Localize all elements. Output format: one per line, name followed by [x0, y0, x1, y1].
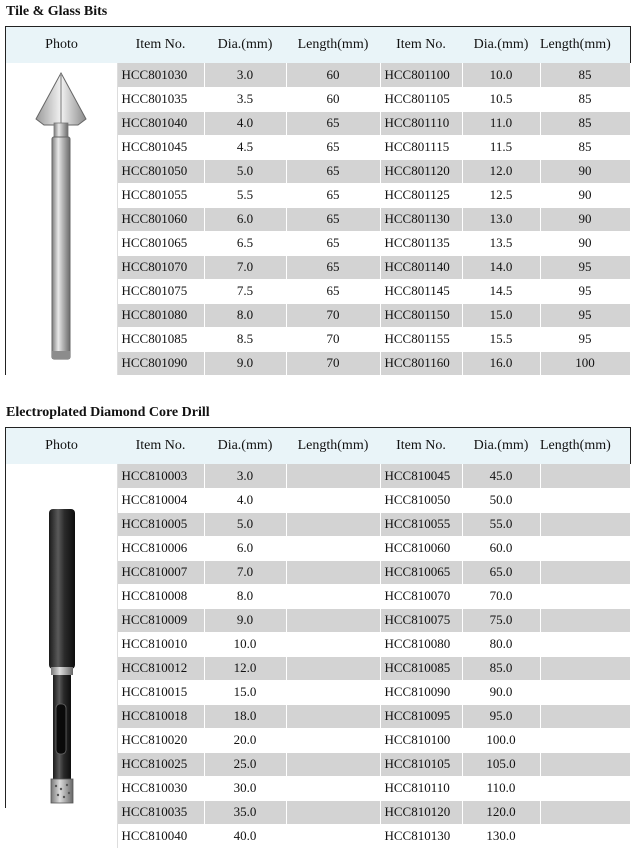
length-cell: 60 [286, 63, 380, 87]
item-no-cell: HCC810020 [117, 728, 204, 752]
header-length-2: Length(mm) [540, 428, 630, 464]
item-no-cell: HCC801120 [380, 159, 462, 183]
dia-cell: 12.0 [462, 159, 540, 183]
dia-cell: 3.5 [204, 87, 286, 111]
length-cell [540, 632, 630, 656]
dia-cell: 25.0 [204, 752, 286, 776]
dia-cell: 40.0 [204, 824, 286, 848]
header-length: Length(mm) [286, 27, 380, 63]
dia-cell: 50.0 [462, 488, 540, 512]
length-cell [286, 728, 380, 752]
item-no-cell: HCC810040 [117, 824, 204, 848]
length-cell: 95 [540, 279, 630, 303]
length-cell: 65 [286, 207, 380, 231]
length-cell [286, 680, 380, 704]
length-cell: 90 [540, 231, 630, 255]
dia-cell: 105.0 [462, 752, 540, 776]
item-no-cell: HCC810005 [117, 512, 204, 536]
dia-cell: 45.0 [462, 464, 540, 488]
length-cell [540, 584, 630, 608]
length-cell: 65 [286, 159, 380, 183]
item-no-cell: HCC810025 [117, 752, 204, 776]
item-no-cell: HCC801055 [117, 183, 204, 207]
dia-cell: 14.0 [462, 255, 540, 279]
length-cell: 70 [286, 303, 380, 327]
item-no-cell: HCC810090 [380, 680, 462, 704]
dia-cell: 11.5 [462, 135, 540, 159]
length-cell: 65 [286, 255, 380, 279]
dia-cell: 100.0 [462, 728, 540, 752]
dia-cell: 15.0 [204, 680, 286, 704]
length-cell [540, 704, 630, 728]
table-row [6, 63, 630, 87]
dia-cell: 18.0 [204, 704, 286, 728]
length-cell [540, 512, 630, 536]
dia-cell: 7.5 [204, 279, 286, 303]
dia-cell: 80.0 [462, 632, 540, 656]
header-dia: Dia.(mm) [204, 27, 286, 63]
length-cell [286, 776, 380, 800]
item-no-cell: HCC810105 [380, 752, 462, 776]
dia-cell: 5.0 [204, 159, 286, 183]
length-cell [540, 728, 630, 752]
length-cell [286, 488, 380, 512]
item-no-cell: HCC810018 [117, 704, 204, 728]
length-cell [540, 680, 630, 704]
item-no-cell: HCC801070 [117, 255, 204, 279]
length-cell: 95 [540, 303, 630, 327]
dia-cell: 6.5 [204, 231, 286, 255]
dia-cell: 12.0 [204, 656, 286, 680]
dia-cell: 35.0 [204, 800, 286, 824]
item-no-cell: HCC810080 [380, 632, 462, 656]
dia-cell: 60.0 [462, 536, 540, 560]
header-length: Length(mm) [286, 428, 380, 464]
dia-cell: 120.0 [462, 800, 540, 824]
item-no-cell: HCC810100 [380, 728, 462, 752]
item-no-cell: HCC801030 [117, 63, 204, 87]
item-no-cell: HCC810009 [117, 608, 204, 632]
item-no-cell: HCC810010 [117, 632, 204, 656]
item-no-cell: HCC801150 [380, 303, 462, 327]
dia-cell: 4.0 [204, 111, 286, 135]
header-item-no: Item No. [117, 27, 204, 63]
item-no-cell: HCC810065 [380, 560, 462, 584]
length-cell: 95 [540, 327, 630, 351]
dia-cell: 55.0 [462, 512, 540, 536]
dia-cell: 30.0 [204, 776, 286, 800]
length-cell [540, 776, 630, 800]
item-no-cell: HCC810004 [117, 488, 204, 512]
item-no-cell: HCC810130 [380, 824, 462, 848]
photo-cell [6, 63, 117, 375]
item-no-cell: HCC801105 [380, 87, 462, 111]
dia-cell: 13.5 [462, 231, 540, 255]
length-cell [286, 632, 380, 656]
dia-cell: 5.0 [204, 512, 286, 536]
length-cell: 100 [540, 351, 630, 375]
header-photo: Photo [6, 27, 117, 63]
item-no-cell: HCC801140 [380, 255, 462, 279]
item-no-cell: HCC810035 [117, 800, 204, 824]
length-cell: 85 [540, 87, 630, 111]
dia-cell: 3.0 [204, 63, 286, 87]
dia-cell: 7.0 [204, 255, 286, 279]
core-drill-table [5, 427, 631, 843]
table-row [6, 464, 630, 488]
dia-cell: 70.0 [462, 584, 540, 608]
dia-cell: 14.5 [462, 279, 540, 303]
length-cell [286, 464, 380, 488]
item-no-cell: HCC801160 [380, 351, 462, 375]
item-no-cell: HCC801035 [117, 87, 204, 111]
item-no-cell: HCC810006 [117, 536, 204, 560]
item-no-cell: HCC801080 [117, 303, 204, 327]
section-title-core-drill: Electroplated Diamond Core Drill [6, 405, 210, 420]
dia-cell: 85.0 [462, 656, 540, 680]
dia-cell: 7.0 [204, 560, 286, 584]
length-cell: 85 [540, 111, 630, 135]
item-no-cell: HCC801090 [117, 351, 204, 375]
length-cell [540, 536, 630, 560]
length-cell: 90 [540, 207, 630, 231]
dia-cell: 10.0 [462, 63, 540, 87]
item-no-cell: HCC801100 [380, 63, 462, 87]
length-cell [286, 800, 380, 824]
length-cell [286, 536, 380, 560]
length-cell [286, 656, 380, 680]
item-no-cell: HCC801045 [117, 135, 204, 159]
length-cell: 70 [286, 327, 380, 351]
dia-cell: 8.0 [204, 303, 286, 327]
length-cell: 65 [286, 279, 380, 303]
item-no-cell: HCC801110 [380, 111, 462, 135]
length-cell: 65 [286, 231, 380, 255]
length-cell: 65 [286, 135, 380, 159]
length-cell: 90 [540, 159, 630, 183]
item-no-cell: HCC810070 [380, 584, 462, 608]
dia-cell: 90.0 [462, 680, 540, 704]
item-no-cell: HCC810085 [380, 656, 462, 680]
dia-cell: 75.0 [462, 608, 540, 632]
dia-cell: 15.5 [462, 327, 540, 351]
core-drill-image [16, 489, 106, 819]
item-no-cell: HCC810110 [380, 776, 462, 800]
dia-cell: 6.0 [204, 207, 286, 231]
dia-cell: 8.5 [204, 327, 286, 351]
length-cell: 95 [540, 255, 630, 279]
header-item-no-2: Item No. [380, 27, 462, 63]
item-no-cell: HCC810095 [380, 704, 462, 728]
header-item-no: Item No. [117, 428, 204, 464]
item-no-cell: HCC801040 [117, 111, 204, 135]
dia-cell: 95.0 [462, 704, 540, 728]
item-no-cell: HCC801115 [380, 135, 462, 159]
dia-cell: 12.5 [462, 183, 540, 207]
length-cell [286, 608, 380, 632]
item-no-cell: HCC801135 [380, 231, 462, 255]
header-item-no-2: Item No. [380, 428, 462, 464]
item-no-cell: HCC810120 [380, 800, 462, 824]
item-no-cell: HCC801075 [117, 279, 204, 303]
item-no-cell: HCC810008 [117, 584, 204, 608]
length-cell [540, 608, 630, 632]
dia-cell: 110.0 [462, 776, 540, 800]
length-cell: 65 [286, 183, 380, 207]
item-no-cell: HCC810030 [117, 776, 204, 800]
length-cell [540, 752, 630, 776]
dia-cell: 4.0 [204, 488, 286, 512]
length-cell [540, 560, 630, 584]
length-cell [540, 488, 630, 512]
dia-cell: 15.0 [462, 303, 540, 327]
item-no-cell: HCC801130 [380, 207, 462, 231]
header-length-2: Length(mm) [540, 27, 630, 63]
length-cell: 90 [540, 183, 630, 207]
item-no-cell: HCC810007 [117, 560, 204, 584]
header-dia: Dia.(mm) [204, 428, 286, 464]
item-no-cell: HCC810003 [117, 464, 204, 488]
header-dia-2: Dia.(mm) [462, 428, 540, 464]
item-no-cell: HCC810075 [380, 608, 462, 632]
length-cell [540, 800, 630, 824]
length-cell: 65 [286, 111, 380, 135]
item-no-cell: HCC801125 [380, 183, 462, 207]
length-cell [286, 824, 380, 848]
header-photo: Photo [6, 428, 117, 464]
length-cell [286, 752, 380, 776]
length-cell [286, 512, 380, 536]
item-no-cell: HCC810045 [380, 464, 462, 488]
dia-cell: 11.0 [462, 111, 540, 135]
dia-cell: 6.0 [204, 536, 286, 560]
length-cell: 70 [286, 351, 380, 375]
length-cell [540, 824, 630, 848]
dia-cell: 4.5 [204, 135, 286, 159]
item-no-cell: HCC801065 [117, 231, 204, 255]
item-no-cell: HCC801155 [380, 327, 462, 351]
tile-glass-bit-image [16, 67, 106, 367]
length-cell: 60 [286, 87, 380, 111]
item-no-cell: HCC810060 [380, 536, 462, 560]
length-cell: 85 [540, 135, 630, 159]
length-cell [286, 704, 380, 728]
length-cell: 85 [540, 63, 630, 87]
item-no-cell: HCC801050 [117, 159, 204, 183]
dia-cell: 5.5 [204, 183, 286, 207]
photo-cell [6, 464, 117, 848]
item-no-cell: HCC810055 [380, 512, 462, 536]
length-cell [286, 584, 380, 608]
item-no-cell: HCC810015 [117, 680, 204, 704]
dia-cell: 8.0 [204, 584, 286, 608]
dia-cell: 10.0 [204, 632, 286, 656]
dia-cell: 9.0 [204, 608, 286, 632]
length-cell [286, 560, 380, 584]
item-no-cell: HCC810012 [117, 656, 204, 680]
length-cell [540, 656, 630, 680]
dia-cell: 16.0 [462, 351, 540, 375]
dia-cell: 9.0 [204, 351, 286, 375]
length-cell [540, 464, 630, 488]
item-no-cell: HCC801145 [380, 279, 462, 303]
dia-cell: 10.5 [462, 87, 540, 111]
dia-cell: 65.0 [462, 560, 540, 584]
item-no-cell: HCC801060 [117, 207, 204, 231]
section-title-tile-glass: Tile & Glass Bits [6, 4, 108, 19]
dia-cell: 3.0 [204, 464, 286, 488]
tile-glass-table [5, 26, 631, 375]
dia-cell: 130.0 [462, 824, 540, 848]
dia-cell: 13.0 [462, 207, 540, 231]
header-dia-2: Dia.(mm) [462, 27, 540, 63]
item-no-cell: HCC810050 [380, 488, 462, 512]
item-no-cell: HCC801085 [117, 327, 204, 351]
dia-cell: 20.0 [204, 728, 286, 752]
